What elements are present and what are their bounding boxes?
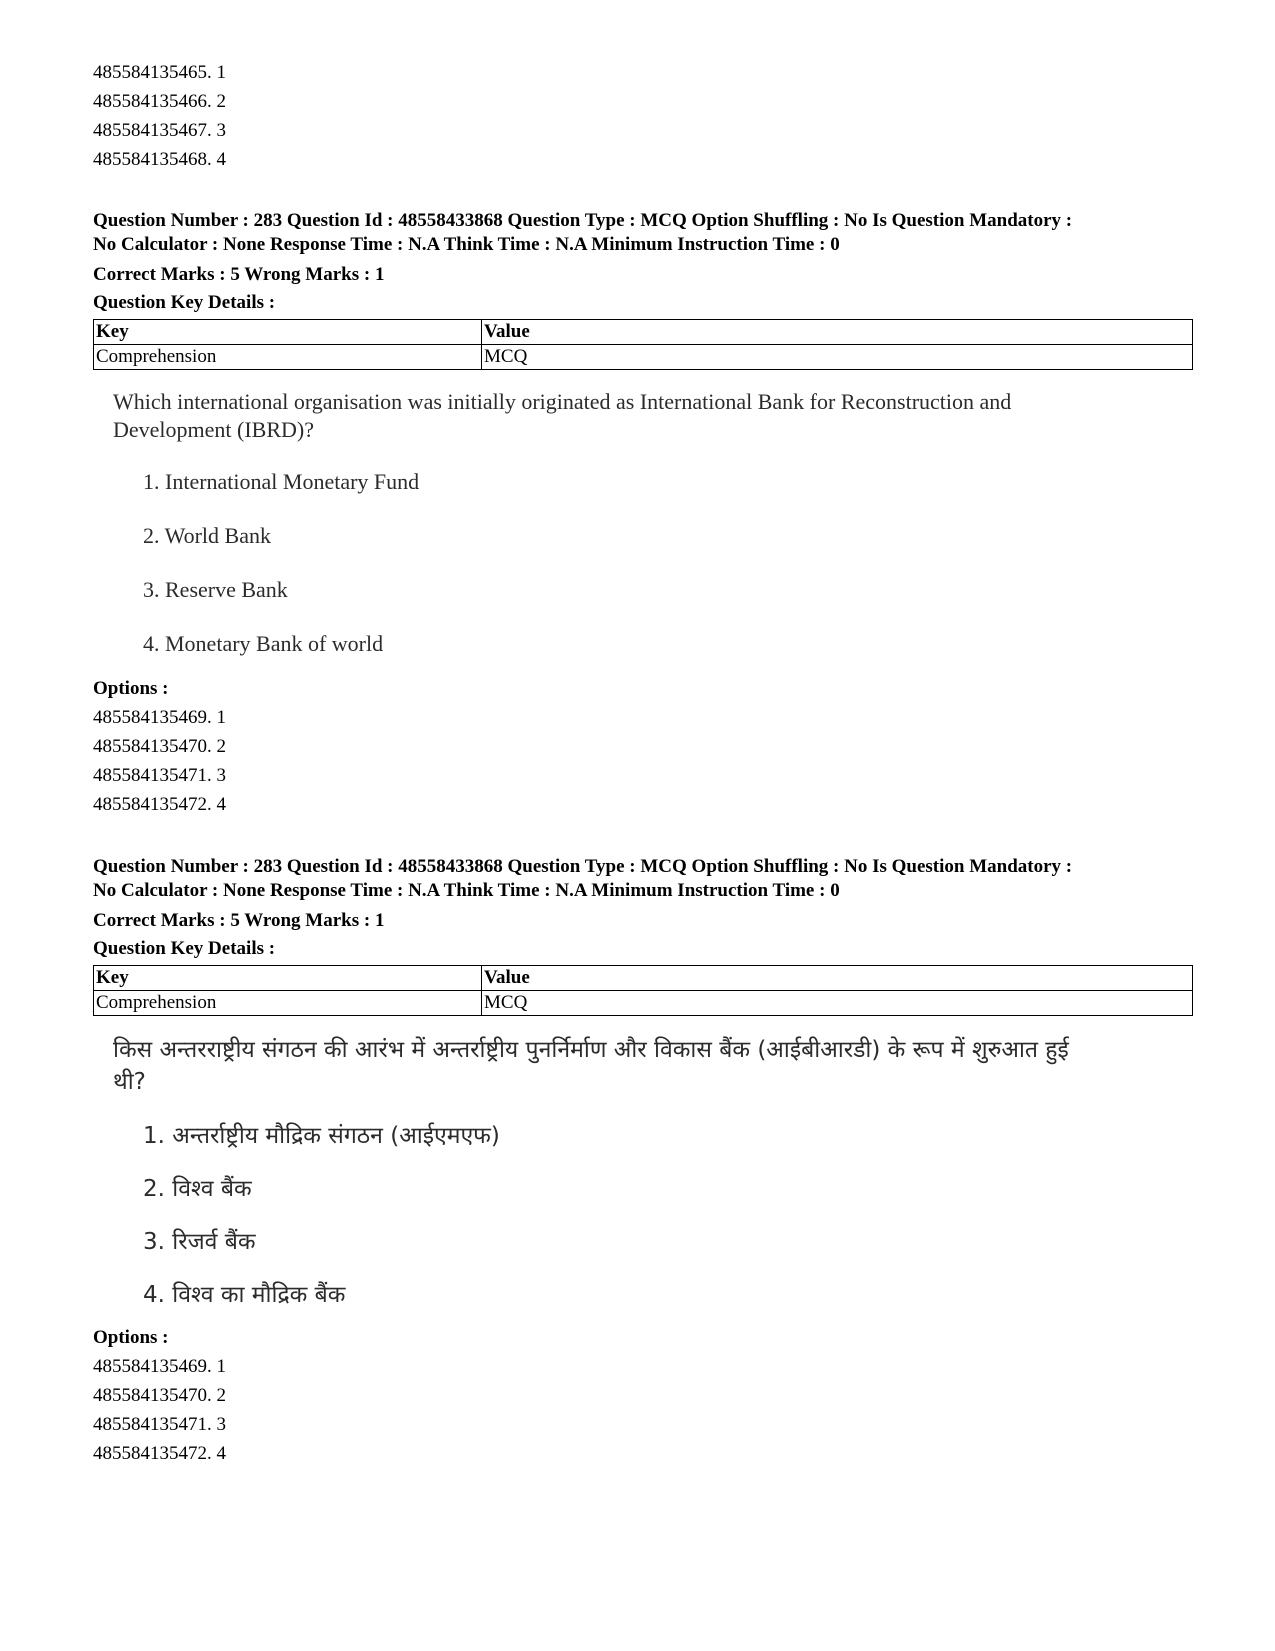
- table-header-value: Value: [482, 966, 1193, 991]
- answer-choice: 1. International Monetary Fund: [143, 469, 420, 494]
- option-id-line: 485584135471. 3: [93, 1414, 226, 1435]
- table-header-row: [94, 320, 1193, 345]
- options-label: Options :: [93, 1327, 169, 1348]
- answer-choice: 2. विश्व बैंक: [143, 1176, 252, 1202]
- key-details-label: Question Key Details :: [93, 292, 276, 313]
- marks-line: Correct Marks : 5 Wrong Marks : 1: [93, 264, 385, 285]
- key-details-table: [93, 319, 1193, 370]
- answer-choice: 1. अन्तर्राष्ट्रीय मौद्रिक संगठन (आईएमएफ): [143, 1123, 500, 1149]
- table-header-key: Key: [94, 320, 482, 345]
- answer-choice: 3. Reserve Bank: [143, 577, 288, 602]
- option-id-line: 485584135472. 4: [93, 794, 226, 815]
- question-text: किस अन्तरराष्ट्रीय संगठन की आरंभ में अन्तर्राष्ट्रीय पुनर्निर्माण और विकास बैंक (आईबीआरडी) के रूप में शुरुआत हुई थी?: [113, 1037, 1069, 1095]
- answer-choice: 4. विश्व का मौद्रिक बैंक: [143, 1282, 346, 1308]
- question-meta-line-1: Question Number : 283 Question Id : 48558433868 Question Type : MCQ Option Shuffling : No Is Question Mandatory :: [93, 210, 1073, 231]
- table-row: [94, 991, 1193, 1016]
- question-meta-line-2: No Calculator : None Response Time : N.A Think Time : N.A Minimum Instruction Time : 0: [93, 880, 840, 901]
- marks-line: Correct Marks : 5 Wrong Marks : 1: [93, 910, 385, 931]
- option-id-line: 485584135465. 1: [93, 62, 226, 83]
- question-meta: [93, 209, 1193, 257]
- question-content: [113, 388, 1193, 658]
- question-meta: [93, 855, 1193, 903]
- answer-choice: 2. World Bank: [143, 523, 271, 548]
- table-cell-key: Comprehension: [94, 991, 482, 1016]
- question-meta-line-2: No Calculator : None Response Time : N.A Think Time : N.A Minimum Instruction Time : 0: [93, 234, 840, 255]
- answer-choice: 3. रिजर्व बैंक: [143, 1229, 256, 1255]
- option-id-line: 485584135470. 2: [93, 736, 226, 757]
- key-details-label: Question Key Details :: [93, 938, 276, 959]
- answer-choice: 4. Monetary Bank of world: [143, 631, 384, 656]
- question-meta-line-1: Question Number : 283 Question Id : 48558433868 Question Type : MCQ Option Shuffling : No Is Question Mandatory :: [93, 856, 1073, 877]
- table-header-key: Key: [94, 966, 482, 991]
- key-details-table: [93, 965, 1193, 1016]
- question-block-hindi: [93, 855, 1193, 1468]
- option-id-line: 485584135466. 2: [93, 91, 226, 112]
- option-id-line: 485584135467. 3: [93, 120, 226, 141]
- table-cell-key: Comprehension: [94, 345, 482, 370]
- question-block-english: [93, 209, 1193, 819]
- option-id-line: 485584135469. 1: [93, 707, 226, 728]
- table-cell-value: MCQ: [482, 991, 1193, 1016]
- table-cell-value: MCQ: [482, 345, 1193, 370]
- table-header-row: [94, 966, 1193, 991]
- option-id-line: 485584135469. 1: [93, 1356, 226, 1377]
- options-label: Options :: [93, 678, 169, 699]
- table-header-value: Value: [482, 320, 1193, 345]
- option-id-line: 485584135468. 4: [93, 149, 226, 170]
- question-text: Which international organisation was initially originated as International Bank for Reconstruction and Development (IBRD)?: [113, 389, 1012, 442]
- question-content: [113, 1034, 1193, 1309]
- table-row: [94, 345, 1193, 370]
- document-page: [93, 58, 1193, 1468]
- option-id-line: 485584135470. 2: [93, 1385, 226, 1406]
- option-id-line: 485584135471. 3: [93, 765, 226, 786]
- previous-options-list: [93, 58, 1193, 174]
- option-id-line: 485584135472. 4: [93, 1443, 226, 1464]
